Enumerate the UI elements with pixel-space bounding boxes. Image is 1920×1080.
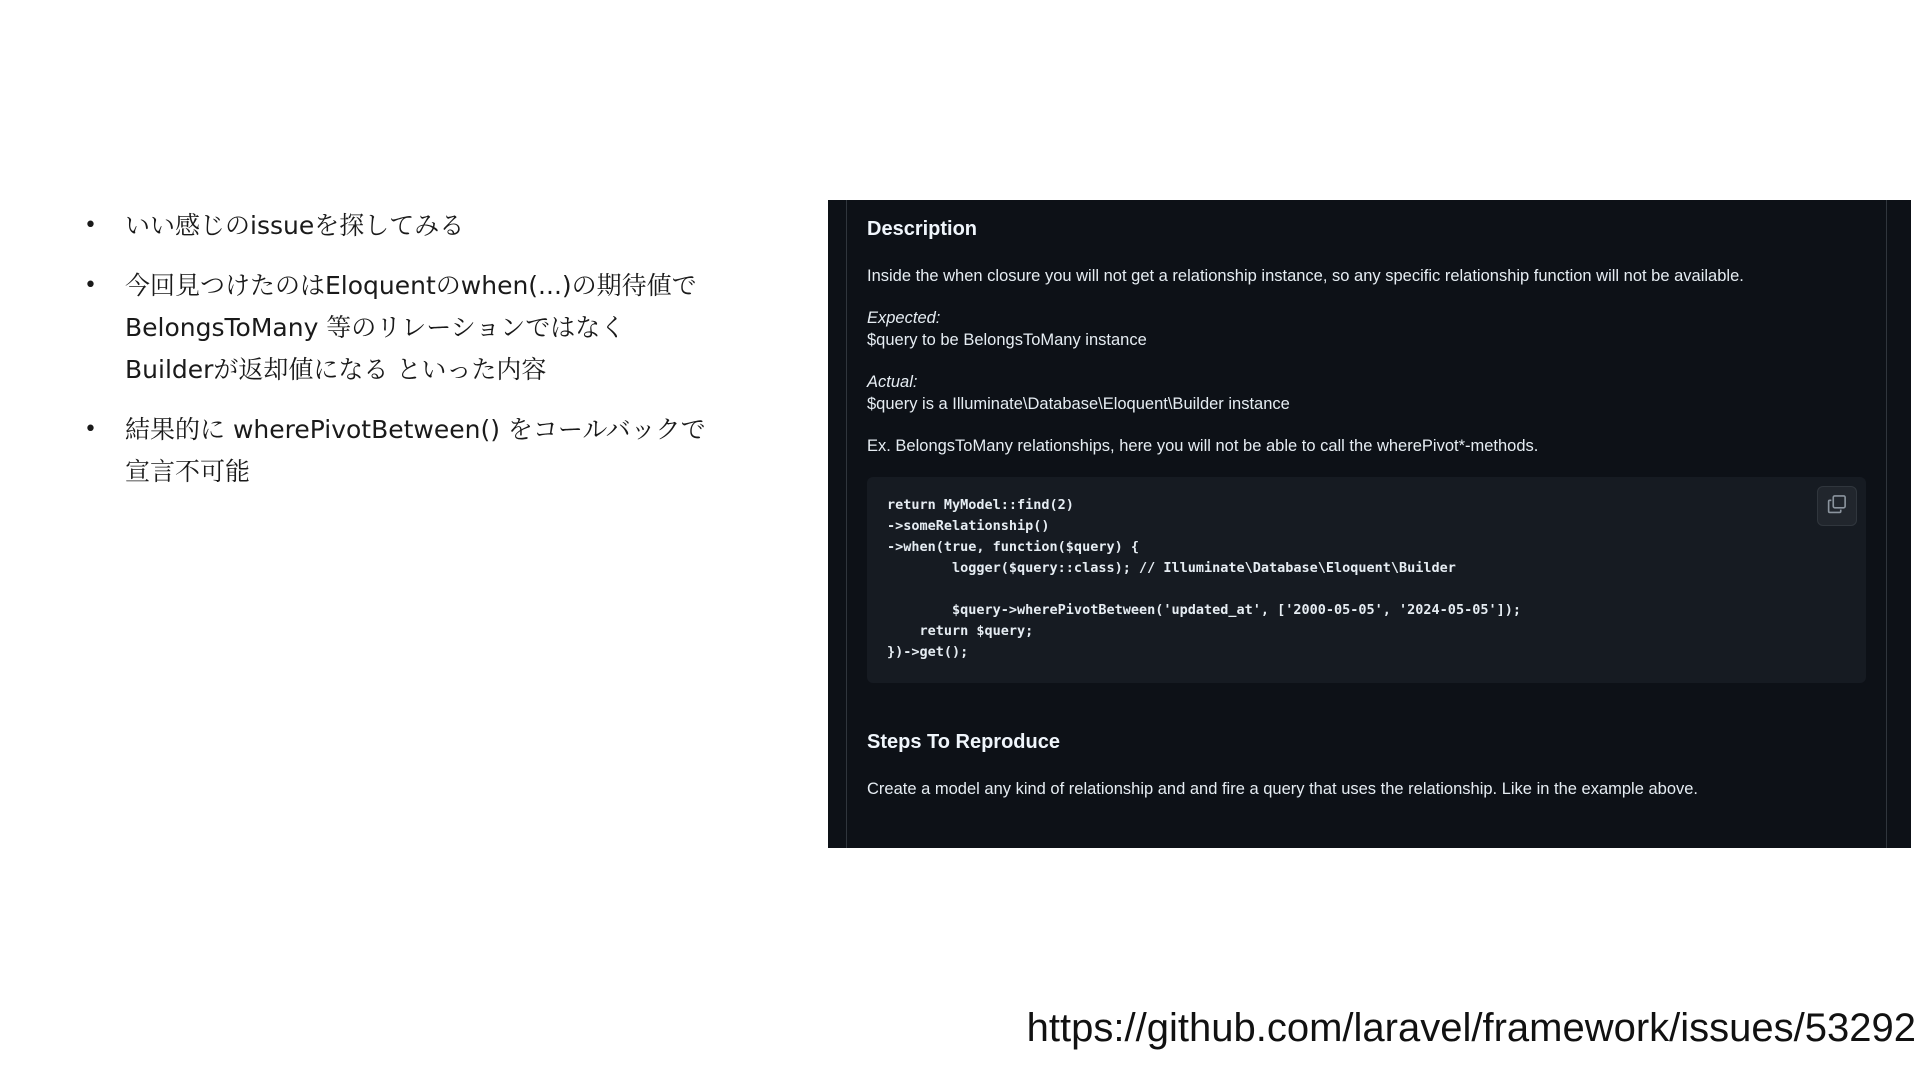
expected-section (867, 307, 1866, 351)
expected-label: Expected: (867, 309, 941, 327)
actual-label: Actual: (867, 373, 918, 391)
example-text: Ex. BelongsToMany relationships, here you will not be able to call the wherePivot*-methods. (867, 437, 1539, 455)
bullet-item (84, 205, 774, 247)
issue-screenshot (828, 200, 1911, 848)
bullet-text: いい感じのissueを探してみる (125, 211, 465, 240)
expected-text: $query to be BelongsToMany instance (867, 331, 1147, 349)
bullet-list (84, 205, 774, 511)
issue-url[interactable]: https://github.com/laravel/framework/issues/53292 (1026, 1006, 1916, 1050)
code-block (867, 477, 1866, 683)
bullet-text: Builderが返却値になる といった内容 (125, 355, 547, 384)
bullet-text: 今回見つけたのはEloquentのwhen(...)の期待値で (125, 271, 697, 300)
issue-body (846, 200, 1887, 848)
description-heading: Description (867, 218, 978, 240)
steps-text: Create a model any kind of relationship and and fire a query that uses the relationship. Like in the example above. (867, 780, 1699, 798)
bullet-item (84, 409, 774, 493)
bullet-text: 結果的に wherePivotBetween() をコールバックで (125, 415, 706, 444)
copy-icon (1827, 494, 1847, 519)
bullet-item (84, 265, 774, 391)
bullet-dot-icon: • (84, 213, 97, 238)
steps-heading: Steps To Reproduce (867, 731, 1060, 753)
bullet-text: 宣言不可能 (125, 457, 251, 486)
code-text: return MyModel::find(2) ->someRelationship() ->when(true, function($query) { logger($query::class); // Illuminate\Database\Eloquent\Builder $query->wherePivotBetween('updated_at', ['2000-05-05', '2024-05-05']); return $query; })->get(); (887, 497, 1521, 660)
bullet-dot-icon: • (84, 417, 97, 442)
copy-button[interactable] (1817, 486, 1857, 526)
actual-text: $query is a Illuminate\Database\Eloquent\Builder instance (867, 395, 1290, 413)
actual-section (867, 371, 1866, 415)
description-text: Inside the when closure you will not get a relationship instance, so any specific relationship function will not be available. (867, 267, 1744, 285)
bullet-text: BelongsToMany 等のリレーションではなく (125, 313, 626, 342)
bullet-dot-icon: • (84, 273, 97, 298)
issue-content (867, 218, 1866, 820)
